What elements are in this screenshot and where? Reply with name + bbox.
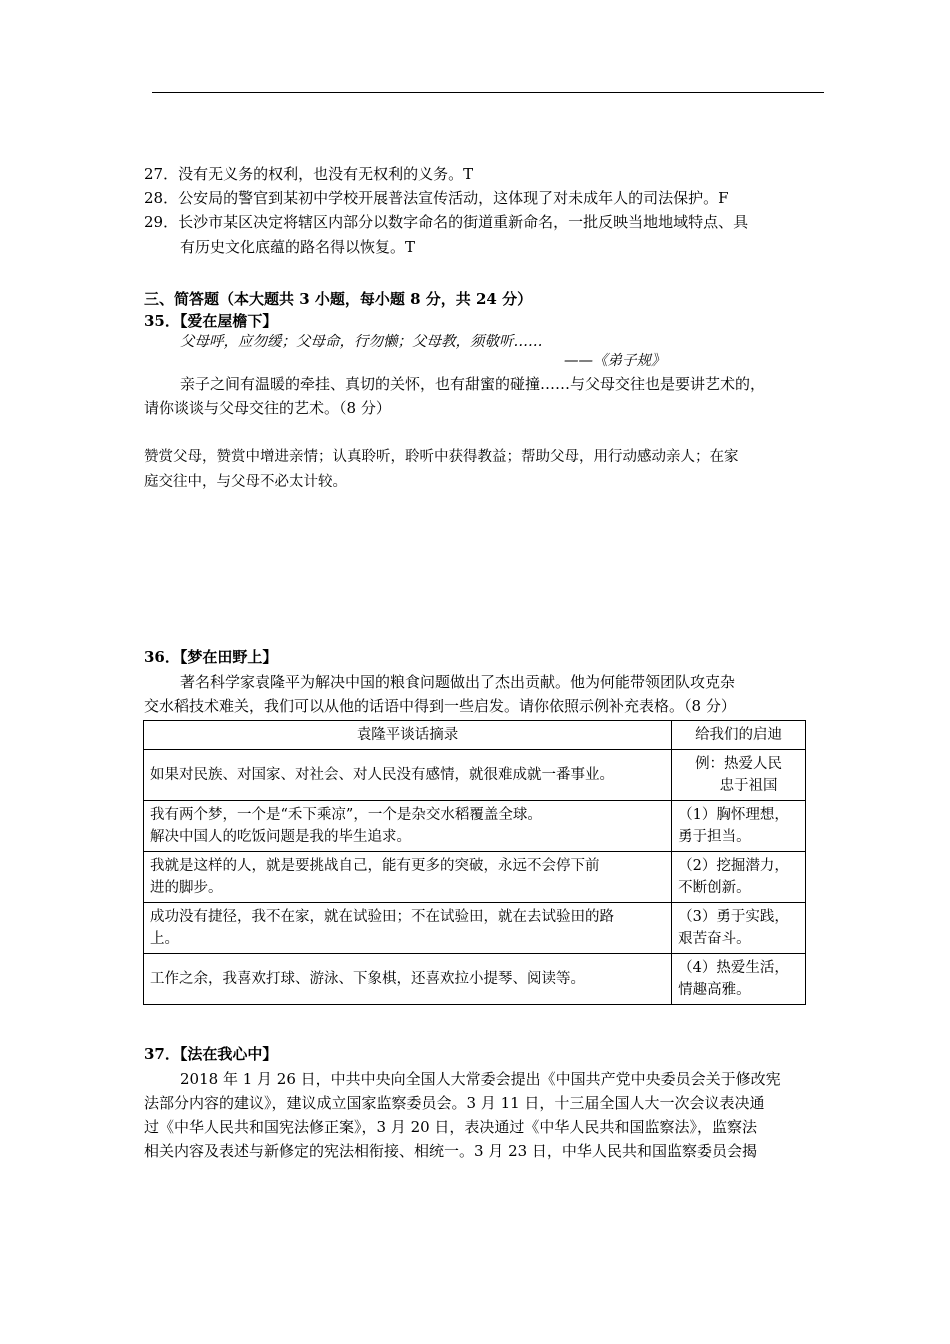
table-row bbox=[144, 750, 806, 801]
tf-item-27: 27．没有无义务的权利，也没有无权利的义务。T bbox=[144, 165, 474, 183]
q36-prompt-line2: 交水稻技术难关，我们可以从他的话语中得到一些启发。请你依照示例补充表格。（8 分） bbox=[144, 697, 736, 715]
table-row bbox=[144, 801, 806, 852]
q35-answer-line2: 庭交往中，与父母不必太计较。 bbox=[144, 474, 347, 490]
q37-line-1: 2018 年 1 月 26 日，中共中央向全国人大常委会提出《中国共产党中央委员会关于修改宪 bbox=[180, 1070, 781, 1088]
section-heading: 三、简答题（本大题共 3 小题，每小题 8 分，共 24 分） bbox=[144, 290, 533, 308]
quote-cell: 成功没有捷径，我不在家，就在试验田；不在试验田，就在去试验田的路 上。 bbox=[144, 903, 672, 954]
q37-line-3: 过《中华人民共和国宪法修正案》，3 月 20 日，表决通过《中华人民共和国监察法》，监察法 bbox=[144, 1118, 757, 1136]
table-row bbox=[144, 954, 806, 1005]
q36-title: 36．【梦在田野上】 bbox=[144, 648, 278, 666]
tf-item-29: 29．长沙市某区决定将辖区内部分以数字命名的街道重新命名，一批反映当地地域特点、具 bbox=[144, 213, 749, 231]
lesson-cell: 例：热爱人民 忠于祖国 bbox=[672, 750, 806, 801]
q37-line-2: 法部分内容的建议》，建议成立国家监察委员会。3 月 11 日，十三届全国人大一次会议表决通 bbox=[144, 1094, 765, 1112]
lesson-cell: （4）热爱生活， 情趣高雅。 bbox=[672, 954, 806, 1005]
tf-item-28: 28．公安局的警官到某初中学校开展普法宣传活动，这体现了对未成年人的司法保护。F bbox=[144, 189, 729, 207]
quote-cell: 如果对民族、对国家、对社会、对人民没有感情，就很难成就一番事业。 bbox=[144, 750, 672, 801]
q35-prompt-line2: 请你谈谈与父母交往的艺术。（8 分） bbox=[144, 399, 391, 417]
q35-prompt-line1: 亲子之间有温暖的牵挂、真切的关怀，也有甜蜜的碰撞……与父母交往也是要讲艺术的， bbox=[180, 375, 766, 393]
q35-title: 35．【爱在屋檐下】 bbox=[144, 312, 278, 330]
header-rule bbox=[152, 92, 824, 93]
lesson-cell: （3）勇于实践， 艰苦奋斗。 bbox=[672, 903, 806, 954]
table-row bbox=[144, 903, 806, 954]
lesson-cell: （1）胸怀理想， 勇于担当。 bbox=[672, 801, 806, 852]
q35-source: ——《弟子规》 bbox=[564, 353, 666, 369]
table-header-lesson: 给我们的启迪 bbox=[672, 721, 806, 750]
table-row bbox=[144, 852, 806, 903]
q35-answer-line1: 赞赏父母，赞赏中增进亲情；认真聆听，聆听中获得教益；帮助父母，用行动感动亲人；在家 bbox=[144, 449, 739, 465]
lesson-cell: （2）挖掘潜力， 不断创新。 bbox=[672, 852, 806, 903]
quote-cell: 我有两个梦，一个是“禾下乘凉”，一个是杂交水稻覆盖全球。 解决中国人的吃饭问题是我的毕生追求。 bbox=[144, 801, 672, 852]
table-header-quote: 袁隆平谈话摘录 bbox=[144, 721, 672, 750]
q37-line-4: 相关内容及表述与新修定的宪法相衔接、相统一。3 月 23 日，中华人民共和国监察委员会揭 bbox=[144, 1142, 757, 1160]
tf-item-29-continued: 有历史文化底蕴的路名得以恢复。T bbox=[180, 238, 416, 256]
insights-table bbox=[143, 720, 806, 1005]
q35-poem: 父母呼，应勿缓；父母命，行勿懒；父母教，须敬听…… bbox=[180, 334, 543, 350]
quote-cell: 我就是这样的人，就是要挑战自己，能有更多的突破，永远不会停下前 进的脚步。 bbox=[144, 852, 672, 903]
q37-title: 37．【法在我心中】 bbox=[144, 1045, 278, 1063]
quote-cell: 工作之余，我喜欢打球、游泳、下象棋，还喜欢拉小提琴、阅读等。 bbox=[144, 954, 672, 1005]
table-header-row bbox=[144, 721, 806, 750]
q36-prompt-line1: 著名科学家袁隆平为解决中国的粮食问题做出了杰出贡献。他为何能带领团队攻克杂 bbox=[180, 673, 736, 691]
